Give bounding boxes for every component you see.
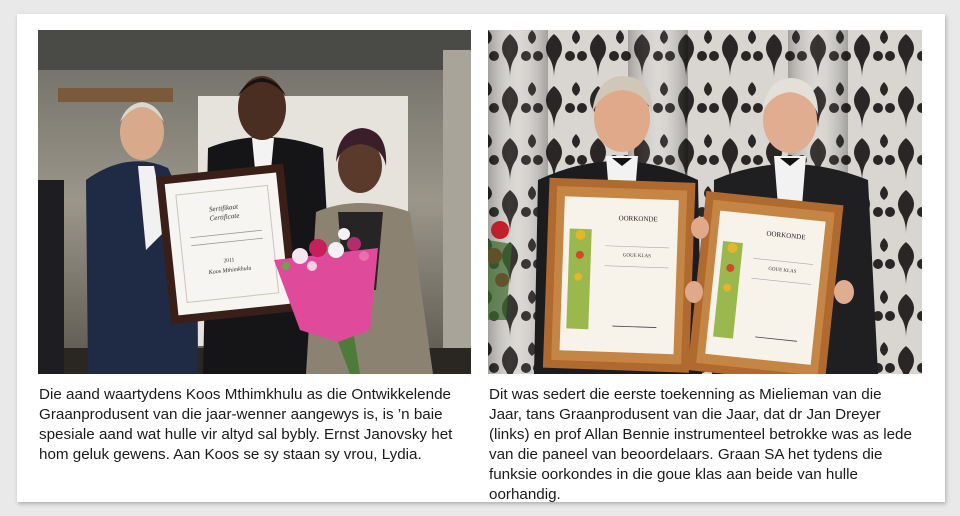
photo-2-illustration xyxy=(488,30,922,374)
certificate-subtitle: Certificate xyxy=(209,211,240,223)
caption-right: Dit was sedert die eerste toekenning as Mielieman van die Jaar, tans Graanprodusent van die Jaar, dat dr Jan Dreyer (links) en prof Allan Bennie instrumenteel betrokke was as lede van die paneel van beoordelaars. Graan SA het tydens die funksie oorkondes in die goue klas aan beide van hulle oorhandig. xyxy=(489,386,912,503)
photo-award-dreyer-bennie xyxy=(488,30,922,374)
photo-award-koos-mthimkhulu xyxy=(38,30,471,374)
certificate-right-subtitle: GOUE KLAS xyxy=(768,266,797,275)
certificate-right-title: OORKONDE xyxy=(766,229,806,242)
certificate-left-subtitle: GOUE KLAS xyxy=(622,253,652,260)
photo-1-illustration xyxy=(38,30,471,374)
certificate-year: 2011 xyxy=(223,257,235,265)
certificate-title: Sertifikaat xyxy=(208,202,239,214)
caption-left: Die aand waartydens Koos Mthimkhulu as die Ontwikkelende Graanprodusent van die jaar-wenner aangewys is, is ’n baie spesiale aand wat hulle vir altyd sal bybly. Ernst Janovsky het hom geluk gewens. Aan Koos se sy staan sy vrou, Lydia. xyxy=(39,386,453,463)
magazine-page xyxy=(17,14,945,502)
certificate-name: Koos Mthimkhulu xyxy=(208,265,252,277)
certificate-left-title: OORKONDE xyxy=(618,214,658,224)
